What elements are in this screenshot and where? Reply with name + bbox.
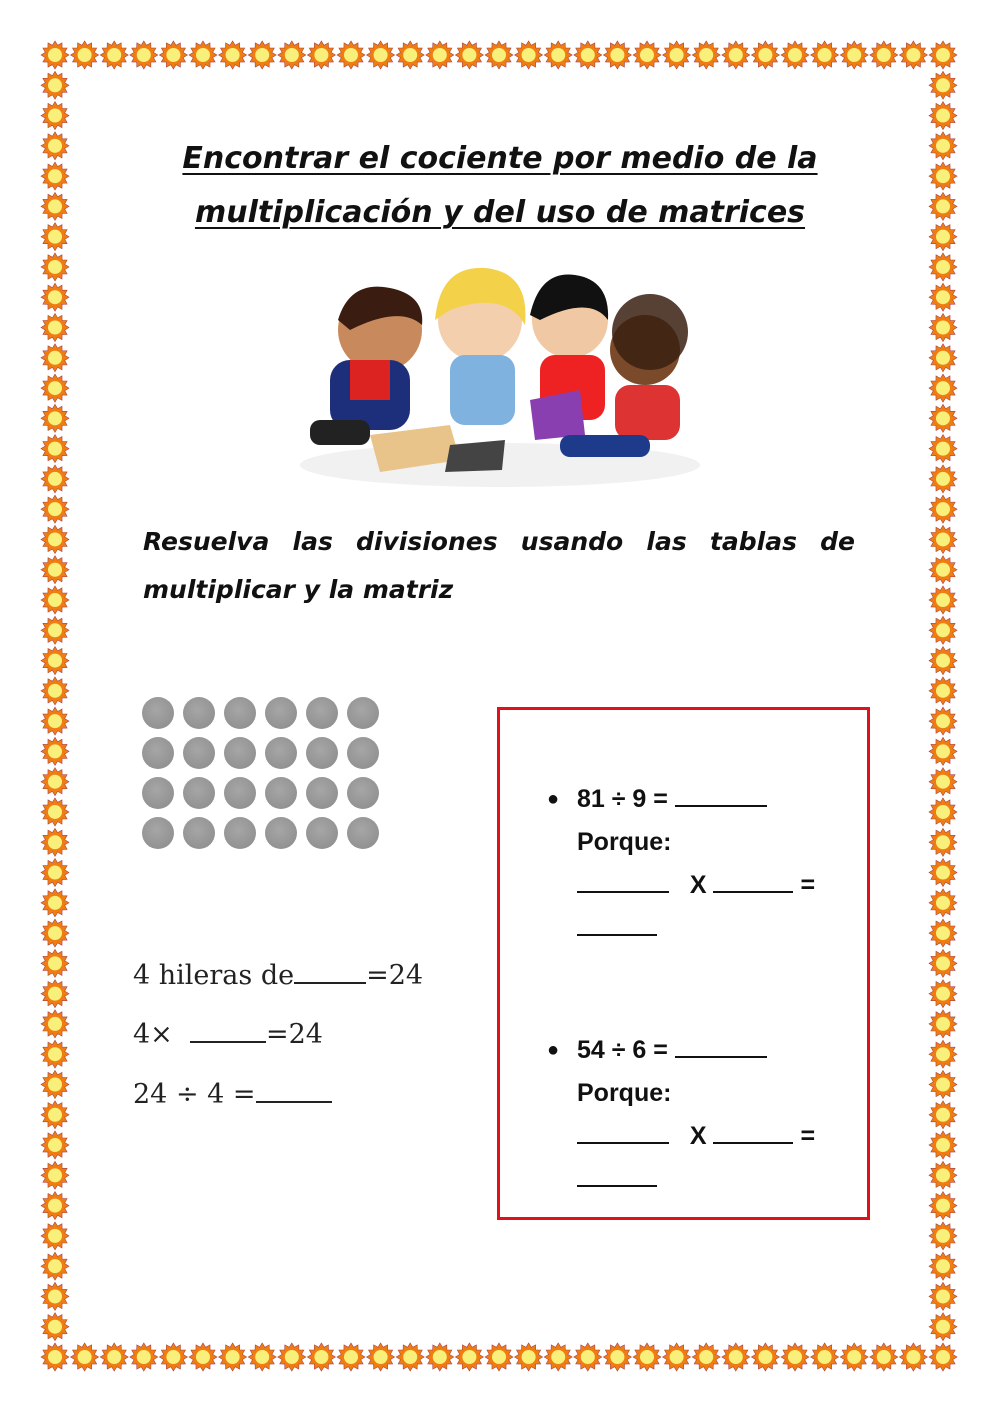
title-line-2: multiplicación y del uso de matrices — [194, 195, 806, 230]
sun-icon — [663, 41, 691, 69]
product-blank[interactable] — [577, 1184, 657, 1187]
sun-icon — [41, 102, 69, 130]
sun-icon — [929, 404, 957, 432]
sun-icon — [278, 41, 306, 69]
sun-icon — [929, 1192, 957, 1220]
sun-icon — [41, 1161, 69, 1189]
sun-icon — [929, 162, 957, 190]
sun-icon — [41, 707, 69, 735]
sun-icon — [722, 41, 750, 69]
sun-icon — [929, 1071, 957, 1099]
sun-icon — [544, 1343, 572, 1371]
sun-icon — [130, 41, 158, 69]
sun-icon — [41, 1192, 69, 1220]
sun-icon — [663, 1343, 691, 1371]
answer-blank-2[interactable] — [190, 1040, 266, 1043]
sun-icon — [929, 1161, 957, 1189]
sun-icon — [159, 41, 187, 69]
sun-icon — [219, 1343, 247, 1371]
times-sign: X — [689, 1122, 707, 1150]
matrix-dot — [224, 697, 256, 729]
sun-icon — [751, 1343, 779, 1371]
sun-icon — [929, 465, 957, 493]
sun-icon — [899, 1343, 927, 1371]
sun-icon — [41, 192, 69, 220]
porque-label: Porque: — [577, 1079, 672, 1107]
sun-icon — [426, 41, 454, 69]
sun-icon — [929, 495, 957, 523]
sun-icon — [929, 1131, 957, 1159]
sun-icon — [870, 41, 898, 69]
sun-icon — [189, 41, 217, 69]
sun-icon — [485, 41, 513, 69]
sun-icon — [929, 798, 957, 826]
matrix-dot — [347, 737, 379, 769]
times-sign: X — [689, 871, 707, 899]
sun-icon — [41, 465, 69, 493]
matrix-dot — [183, 697, 215, 729]
sun-icon — [515, 1343, 543, 1371]
sun-icon — [41, 41, 69, 69]
sun-icon — [41, 223, 69, 251]
eq2-prefix: 4× — [133, 1019, 173, 1050]
matrix-dot — [142, 777, 174, 809]
dot-matrix — [142, 697, 380, 849]
sun-icon — [248, 41, 276, 69]
sun-icon — [41, 374, 69, 402]
sun-icon — [574, 41, 602, 69]
sun-icon — [603, 41, 631, 69]
page-title — [150, 132, 850, 240]
sun-icon — [41, 162, 69, 190]
sun-icon — [426, 1343, 454, 1371]
sun-icon — [929, 283, 957, 311]
sun-icon — [41, 980, 69, 1008]
sun-icon — [929, 586, 957, 614]
matrix-dot — [347, 817, 379, 849]
sun-icon — [929, 1282, 957, 1310]
equation-multiplication — [133, 1019, 323, 1050]
sun-icon — [929, 1343, 957, 1371]
sun-icon — [574, 1343, 602, 1371]
sun-icon — [811, 41, 839, 69]
factor-blank[interactable] — [713, 1141, 793, 1144]
sun-icon — [41, 798, 69, 826]
sun-icon — [41, 253, 69, 281]
sun-icon — [100, 1343, 128, 1371]
sun-icon — [929, 556, 957, 584]
sun-icon — [781, 41, 809, 69]
sun-icon — [899, 41, 927, 69]
sun-icon — [811, 1343, 839, 1371]
sun-icon — [41, 949, 69, 977]
sun-icon — [41, 1282, 69, 1310]
sun-icon — [929, 192, 957, 220]
matrix-dot — [265, 737, 297, 769]
sun-icon — [307, 1343, 335, 1371]
sun-icon — [692, 41, 720, 69]
sun-icon — [929, 949, 957, 977]
answer-blank[interactable] — [675, 804, 767, 807]
sun-icon — [41, 1222, 69, 1250]
sun-icon — [41, 314, 69, 342]
eq2-suffix: =24 — [265, 1019, 323, 1050]
sun-icon — [41, 495, 69, 523]
sun-icon — [633, 41, 661, 69]
sun-icon — [41, 737, 69, 765]
sun-icon — [71, 41, 99, 69]
sun-icon — [929, 1040, 957, 1068]
matrix-dot — [183, 817, 215, 849]
sun-icon — [41, 1131, 69, 1159]
sun-icon — [633, 1343, 661, 1371]
sun-icon — [840, 41, 868, 69]
sun-icon — [929, 677, 957, 705]
sun-icon — [41, 132, 69, 160]
factor-blank[interactable] — [713, 890, 793, 893]
sun-icon — [929, 102, 957, 130]
problem-expression: 54 ÷ 6 = — [577, 1036, 668, 1064]
sun-icon — [41, 556, 69, 584]
sun-icon — [41, 768, 69, 796]
sun-icon — [840, 1343, 868, 1371]
sun-icon — [929, 919, 957, 947]
title-line-1: Encontrar el cociente por medio de la — [182, 141, 818, 176]
sun-icon — [751, 41, 779, 69]
sun-icon — [41, 1313, 69, 1341]
sun-icon — [929, 435, 957, 463]
sun-icon — [41, 1101, 69, 1129]
sun-icon — [41, 344, 69, 372]
sun-icon — [189, 1343, 217, 1371]
sun-icon — [41, 283, 69, 311]
sun-icon — [603, 1343, 631, 1371]
equation-division — [133, 1079, 332, 1110]
sun-icon — [367, 1343, 395, 1371]
sun-icon — [41, 616, 69, 644]
sun-icon — [929, 344, 957, 372]
matrix-dot — [306, 737, 338, 769]
eq1-prefix: 4 hileras de — [133, 960, 295, 991]
sun-icon — [219, 41, 247, 69]
sun-icon — [41, 1343, 69, 1371]
sun-icon — [929, 71, 957, 99]
matrix-dot — [265, 817, 297, 849]
sun-icon — [278, 1343, 306, 1371]
instructions-text: Resuelva las divisiones usando las tablas de multiplicar y la matriz — [143, 527, 855, 604]
matrix-dot — [306, 817, 338, 849]
sun-icon — [41, 404, 69, 432]
sun-icon — [929, 1313, 957, 1341]
sun-icon — [929, 526, 957, 554]
sun-icon — [41, 828, 69, 856]
sun-icon — [722, 1343, 750, 1371]
matrix-dot — [224, 777, 256, 809]
matrix-dot — [224, 737, 256, 769]
matrix-dot — [142, 737, 174, 769]
sun-icon — [929, 737, 957, 765]
sun-icon — [929, 616, 957, 644]
sun-icon — [367, 41, 395, 69]
porque-label: Porque: — [577, 828, 672, 856]
matrix-dot — [142, 817, 174, 849]
sun-icon — [130, 1343, 158, 1371]
sun-icon — [929, 374, 957, 402]
sun-icon — [485, 1343, 513, 1371]
problem-expression: 81 ÷ 9 = — [577, 785, 668, 813]
sun-icon — [41, 919, 69, 947]
eq1-suffix: =24 — [366, 960, 424, 991]
problem-1 — [547, 778, 816, 950]
sun-icon — [41, 677, 69, 705]
product-blank[interactable] — [577, 933, 657, 936]
sun-icon — [929, 859, 957, 887]
sun-icon — [41, 1252, 69, 1280]
problem-2 — [547, 1029, 816, 1201]
sun-icon — [41, 1040, 69, 1068]
sun-icon — [248, 1343, 276, 1371]
sun-icon — [396, 1343, 424, 1371]
sun-icon — [544, 41, 572, 69]
sun-icon — [396, 41, 424, 69]
matrix-dot — [347, 777, 379, 809]
sun-icon — [929, 647, 957, 675]
sun-icon — [929, 1101, 957, 1129]
sun-icon — [41, 435, 69, 463]
sun-icon — [41, 1071, 69, 1099]
factor-blank[interactable] — [577, 890, 669, 893]
sun-icon — [929, 889, 957, 917]
sun-icon — [929, 223, 957, 251]
sun-icon — [929, 41, 957, 69]
sun-icon — [781, 1343, 809, 1371]
equals-sign: = — [800, 1122, 816, 1150]
sun-icon — [41, 1010, 69, 1038]
factor-blank[interactable] — [577, 1141, 669, 1144]
matrix-dot — [224, 817, 256, 849]
matrix-dot — [306, 777, 338, 809]
sun-icon — [929, 314, 957, 342]
sun-icon — [41, 71, 69, 99]
matrix-dot — [265, 697, 297, 729]
sun-icon — [870, 1343, 898, 1371]
sun-icon — [41, 889, 69, 917]
sun-icon — [41, 859, 69, 887]
sun-icon — [337, 41, 365, 69]
matrix-dot — [183, 737, 215, 769]
sun-icon — [307, 41, 335, 69]
sun-icon — [71, 1343, 99, 1371]
sun-icon — [692, 1343, 720, 1371]
bullet-icon: ● — [547, 1039, 560, 1061]
sun-icon — [929, 253, 957, 281]
equation-rows-of — [133, 960, 423, 991]
answer-blank-3[interactable] — [256, 1100, 332, 1103]
children-reading-illustration — [290, 250, 710, 500]
matrix-dot — [347, 697, 379, 729]
matrix-dot — [142, 697, 174, 729]
sun-icon — [929, 1010, 957, 1038]
sun-icon — [515, 41, 543, 69]
answer-blank-1[interactable] — [294, 981, 366, 984]
sun-icon — [455, 1343, 483, 1371]
sun-icon — [929, 768, 957, 796]
matrix-dot — [306, 697, 338, 729]
sun-icon — [41, 647, 69, 675]
eq3-prefix: 24 ÷ 4 = — [133, 1079, 256, 1110]
sun-icon — [929, 132, 957, 160]
matrix-dot — [183, 777, 215, 809]
division-problems-box — [497, 707, 870, 1220]
sun-icon — [41, 526, 69, 554]
sun-icon — [929, 707, 957, 735]
sun-icon — [159, 1343, 187, 1371]
sun-icon — [929, 1252, 957, 1280]
sun-icon — [41, 586, 69, 614]
sun-icon — [929, 980, 957, 1008]
sun-icon — [100, 41, 128, 69]
sun-icon — [929, 1222, 957, 1250]
sun-icon — [337, 1343, 365, 1371]
matrix-dot — [265, 777, 297, 809]
sun-icon — [455, 41, 483, 69]
sun-icon — [929, 828, 957, 856]
equals-sign: = — [800, 871, 816, 899]
answer-blank[interactable] — [675, 1055, 767, 1058]
bullet-icon: ● — [547, 788, 560, 810]
